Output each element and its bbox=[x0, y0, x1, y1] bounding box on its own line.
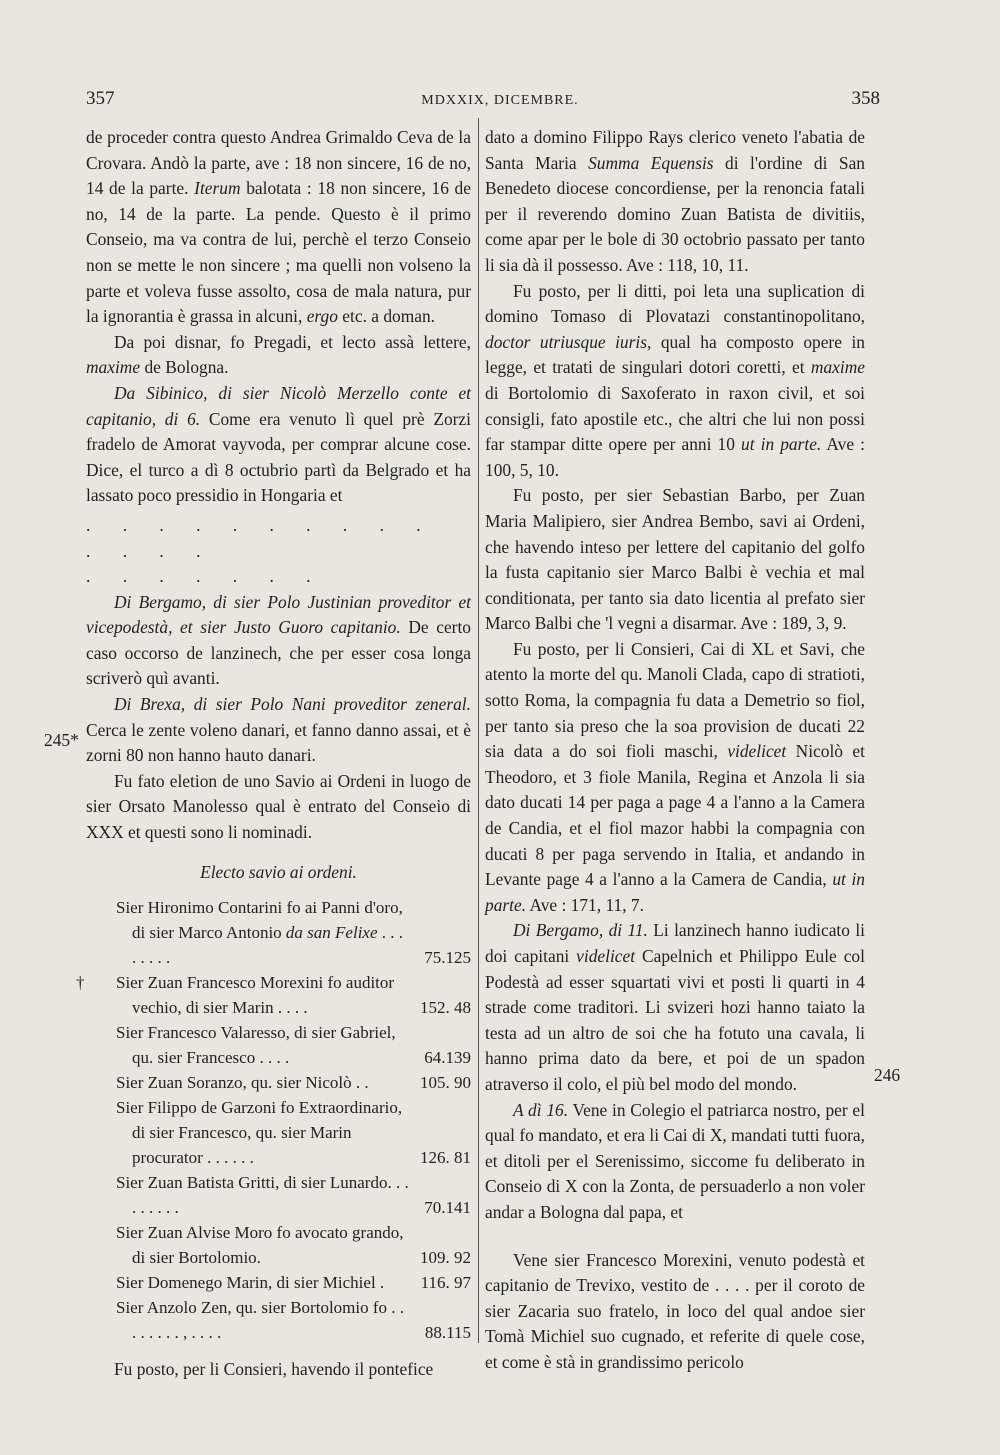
running-header: MDXXIX, DICEMBRE. bbox=[421, 93, 579, 108]
vote-count: 116. 97 bbox=[420, 1273, 471, 1293]
election-row: Sier Hironimo Contarini fo ai Panni d'oro, di sier Marco Antonio da san Felixe . . . . . . . . 75.125 bbox=[86, 895, 471, 970]
margin-note-left: 245* bbox=[44, 730, 79, 750]
omission-dots: . . . . . . . . . . . . . . bbox=[86, 514, 435, 561]
column-divider bbox=[478, 118, 479, 1343]
paragraph: Fu posto, per li Consieri, havendo il pontefice bbox=[114, 1359, 434, 1380]
paragraph: de proceder contra questo Andrea Grimaldo Ceva de la Crovara. Andò la parte, ave : 18 non sincere, 16 de no, 14 de la parte. Iterum balotata : 18 non sincere, 16 de no, 14 de la parte. La pende. Questo è il primo Conseio, ma va contra de lui, perchè el terzo Conseio non se mette le non sincere ; ma quelli non volseno la parte et voleva fusse assolto, cosa de mala natura, pur la ignorantia è grassa in alcuni, ergo etc. a doman. bbox=[86, 127, 471, 327]
election-row: Sier Zuan Soranzo, qu. sier Nicolò . . 105. 90 bbox=[86, 1070, 471, 1095]
paragraph: A dì 16. Vene in Colegio el patriarca nostro, per el qual fo mandato, et era li Cai di X, mandati tutti fuora, et ditoli per el Serenissimo, siccome fu deliberato in Conseio di X con la Zonta, de persuaderlo a non voler andar a Bologna dal papa, et bbox=[485, 1099, 865, 1222]
paragraph: Fu posto, per li Consieri, Cai di XL et Savi, che atento la morte del qu. Manoli Clada, capo di stratioti, sotto Roma, la compagnia fu data a Demetrio so fiol, per tanto sia preso che la soa provision de ducati 22 sia data a do soi fioli maschi, videlicet Nicolò et Theodoro, et 3 fiole Manila, Regina et Anzola li sia dato ducati 14 per paga a page 4 a l'anno a la Camera de Candia, et el fiol mazor habbi la compagnia con ducati 8 per paga servendo in Italia, et andando in Levante page 4 a l'anno a la Camera de Candia, ut in parte. Ave : 171, 11, 7. bbox=[485, 638, 865, 915]
margin-note-right: 246 bbox=[874, 1065, 901, 1085]
vote-count: 152. 48 bbox=[420, 998, 471, 1018]
paragraph: Da poi disnar, fo Pregadi, et lecto assà lettere, maxime de Bologna. bbox=[86, 331, 471, 378]
section-heading: Electo savio ai ordeni. bbox=[200, 861, 357, 882]
paragraph: Da Sibinico, di sier Nicolò Merzello conte et capitanio, di 6. Come era venuto lì quel prè Zorzi fradelo de Amorat vayvoda, per comprar alcune cose. Dice, el turco a dì 8 octubrio partì da Belgrado et ha lassato poco pressidio in Hongaria et bbox=[86, 382, 471, 506]
vote-count: 64.139 bbox=[424, 1048, 471, 1068]
election-row: Sier Anzolo Zen, qu. sier Bortolomio fo . . . . . . . . , . . . . 88.115 bbox=[86, 1295, 471, 1345]
page-number-right: 358 bbox=[851, 88, 880, 109]
paragraph: Di Bergamo, di 11. Li lanzinech hanno iudicato li doi capitani videlicet Capelnich et Philippo Eule col Podestà ad esser squartati vivi et posti li quarti in 4 strade come traditori. Li svizeri hozi hanno taiato la testa ad un altro de soi che ha fotuto una cavala, li hanno prima dato da bere, et poi de un spadon atraverso il colo, el più bel modo del mondo. bbox=[485, 920, 865, 1094]
election-row: Sier Filippo de Garzoni fo Extraordinario, di sier Francesco, qu. sier Marin procurator . . . . . . 126. 81 bbox=[86, 1095, 471, 1170]
election-row: Sier Francesco Valaresso, di sier Gabriel, qu. sier Francesco . . . . 64.139 bbox=[86, 1020, 471, 1070]
right-column bbox=[485, 125, 865, 1376]
election-list bbox=[76, 895, 471, 1345]
omission-dots: . . . . . . . bbox=[86, 566, 325, 587]
paragraph: Fu posto, per sier Sebastian Barbo, per Zuan Maria Malipiero, sier Andrea Bembo, savi ai Ordeni, che havendo inteso per lettere del capitanio del golfo la fusta capitanio sier Marco Balbi è vechia et mal conditionata, per tanto sia dato licentia al prefato sier Marco Balbi che 'l vegni a disarmar. Ave : 189, 3, 9. bbox=[485, 485, 865, 634]
election-row: † Sier Zuan Francesco Morexini fo auditor vechio, di sier Marin . . . . 152. 48 bbox=[86, 970, 471, 1020]
left-column bbox=[76, 125, 471, 1383]
paragraph: Di Bergamo, di sier Polo Justinian proveditor et vicepodestà, et sier Justo Guoro capitanio. De certo caso occorso de lanzinech, che per esser cosa longa scriverò quì avanti. bbox=[86, 591, 471, 689]
election-row: Sier Zuan Batista Gritti, di sier Lunardo. . . . . . . . . 70.141 bbox=[86, 1170, 471, 1220]
vote-count: 75.125 bbox=[424, 948, 471, 968]
vote-count: 109. 92 bbox=[420, 1248, 471, 1268]
election-row: Sier Domenego Marin, di sier Michiel . 116. 97 bbox=[86, 1270, 471, 1295]
vote-count: 70.141 bbox=[424, 1198, 471, 1218]
vote-count: 88.115 bbox=[424, 1323, 471, 1343]
vote-count: 105. 90 bbox=[420, 1073, 471, 1093]
election-row: Sier Zuan Alvise Moro fo avocato grando, di sier Bortolomio. 109. 92 bbox=[86, 1220, 471, 1270]
paragraph: Fu fato eletion de uno Savio ai Ordeni in luogo de sier Orsato Manolesso qual è entrato del Conseio di XXX et questi sono li nominadi. bbox=[86, 770, 471, 843]
page-number-left: 357 bbox=[86, 88, 115, 109]
paragraph: Di Brexa, di sier Polo Nani proveditor zeneral. Cerca le zente voleno danari, et fanno danno assai, et è zorni 80 non hanno hauto danari. bbox=[86, 694, 471, 766]
vote-count: 126. 81 bbox=[420, 1148, 471, 1168]
paragraph: Vene sier Francesco Morexini, venuto podestà et capitanio de Trevixo, vestito de . . . . per il coroto de sier Zacaria suo fratelo, in loco del qual andoe sier Tomà Michiel suo cugnado, et referite di quele cose, et come è stà in grandissimo pericolo bbox=[485, 1249, 865, 1372]
paragraph-gap bbox=[485, 1226, 865, 1248]
paragraph: Fu posto, per li ditti, poi leta una suplication di domino Tomaso di Plovatazi constantinopolitano, doctor utriusque iuris, qual ha composto opere in legge, et tratati de singulari dotori coretti, et maxime di Bortolomio di Saxoferato in raxon civil, et soi consigli, fato apostile etc., che altri che lui non possi far stampar ditte opere per anni 10 ut in parte. Ave : 100, 5, 10. bbox=[485, 280, 865, 480]
paragraph: dato a domino Filippo Rays clerico veneto l'abatia de Santa Maria Summa Equensis di l'ordine di San Benedeto diocese concordiense, per la renoncia fatali per il reverendo domino Zuan Batista de divitiis, come apar per le bole di 30 octobrio passato per tanto li sia dà il possesso. Ave : 118, 10, 11. bbox=[485, 127, 865, 275]
